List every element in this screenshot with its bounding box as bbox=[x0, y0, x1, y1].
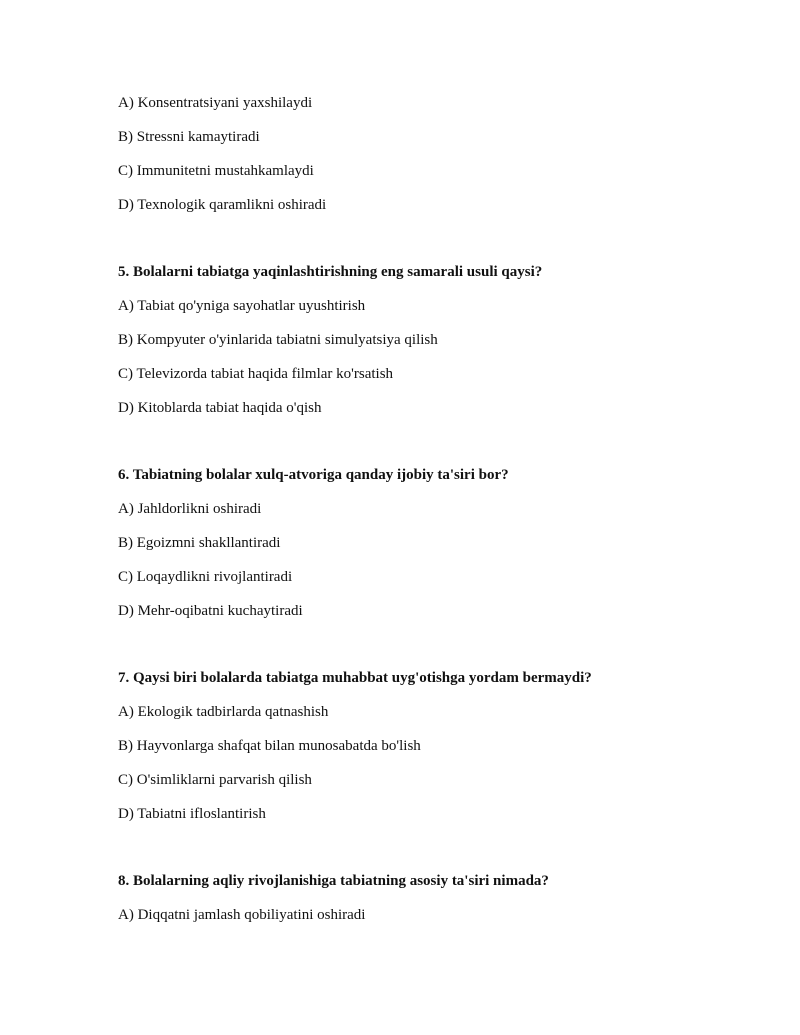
option-c: C) O'simliklarni parvarish qilish bbox=[118, 772, 312, 788]
option-b: B) Kompyuter o'yinlarida tabiatni simulyatsiya qilish bbox=[118, 332, 438, 348]
option-d: D) Texnologik qaramlikni oshiradi bbox=[118, 197, 327, 213]
question-8-title: 8. Bolalarning aqliy rivojlanishiga tabiatning asosiy ta'siri nimada? bbox=[118, 873, 549, 889]
option-a: A) Ekologik tadbirlarda qatnashish bbox=[118, 704, 329, 720]
option-a: A) Konsentratsiyani yaxshilaydi bbox=[118, 95, 313, 111]
option-c: C) Televizorda tabiat haqida filmlar ko'rsatish bbox=[118, 366, 394, 382]
option-b: B) Egoizmni shakllantiradi bbox=[118, 535, 281, 551]
option-b: B) Stressni kamaytiradi bbox=[118, 129, 260, 145]
option-a: A) Jahldorlikni oshiradi bbox=[118, 501, 262, 517]
question-7-title: 7. Qaysi biri bolalarda tabiatga muhabbat uyg'otishga yordam bermaydi? bbox=[118, 670, 592, 686]
option-a: A) Diqqatni jamlash qobiliyatini oshiradi bbox=[118, 907, 366, 923]
option-c: C) Immunitetni mustahkamlaydi bbox=[118, 163, 314, 179]
option-d: D) Mehr-oqibatni kuchaytiradi bbox=[118, 603, 303, 619]
option-b: B) Hayvonlarga shafqat bilan munosabatda bo'lish bbox=[118, 738, 421, 754]
question-6-title: 6. Tabiatning bolalar xulq-atvoriga qanday ijobiy ta'siri bor? bbox=[118, 467, 509, 483]
option-d: D) Kitoblarda tabiat haqida o'qish bbox=[118, 400, 322, 416]
option-d: D) Tabiatni ifloslantirish bbox=[118, 806, 266, 822]
option-a: A) Tabiat qo'yniga sayohatlar uyushtirish bbox=[118, 298, 366, 314]
question-5-title: 5. Bolalarni tabiatga yaqinlashtirishning eng samarali usuli qaysi? bbox=[118, 264, 543, 280]
option-c: C) Loqaydlikni rivojlantiradi bbox=[118, 569, 293, 585]
